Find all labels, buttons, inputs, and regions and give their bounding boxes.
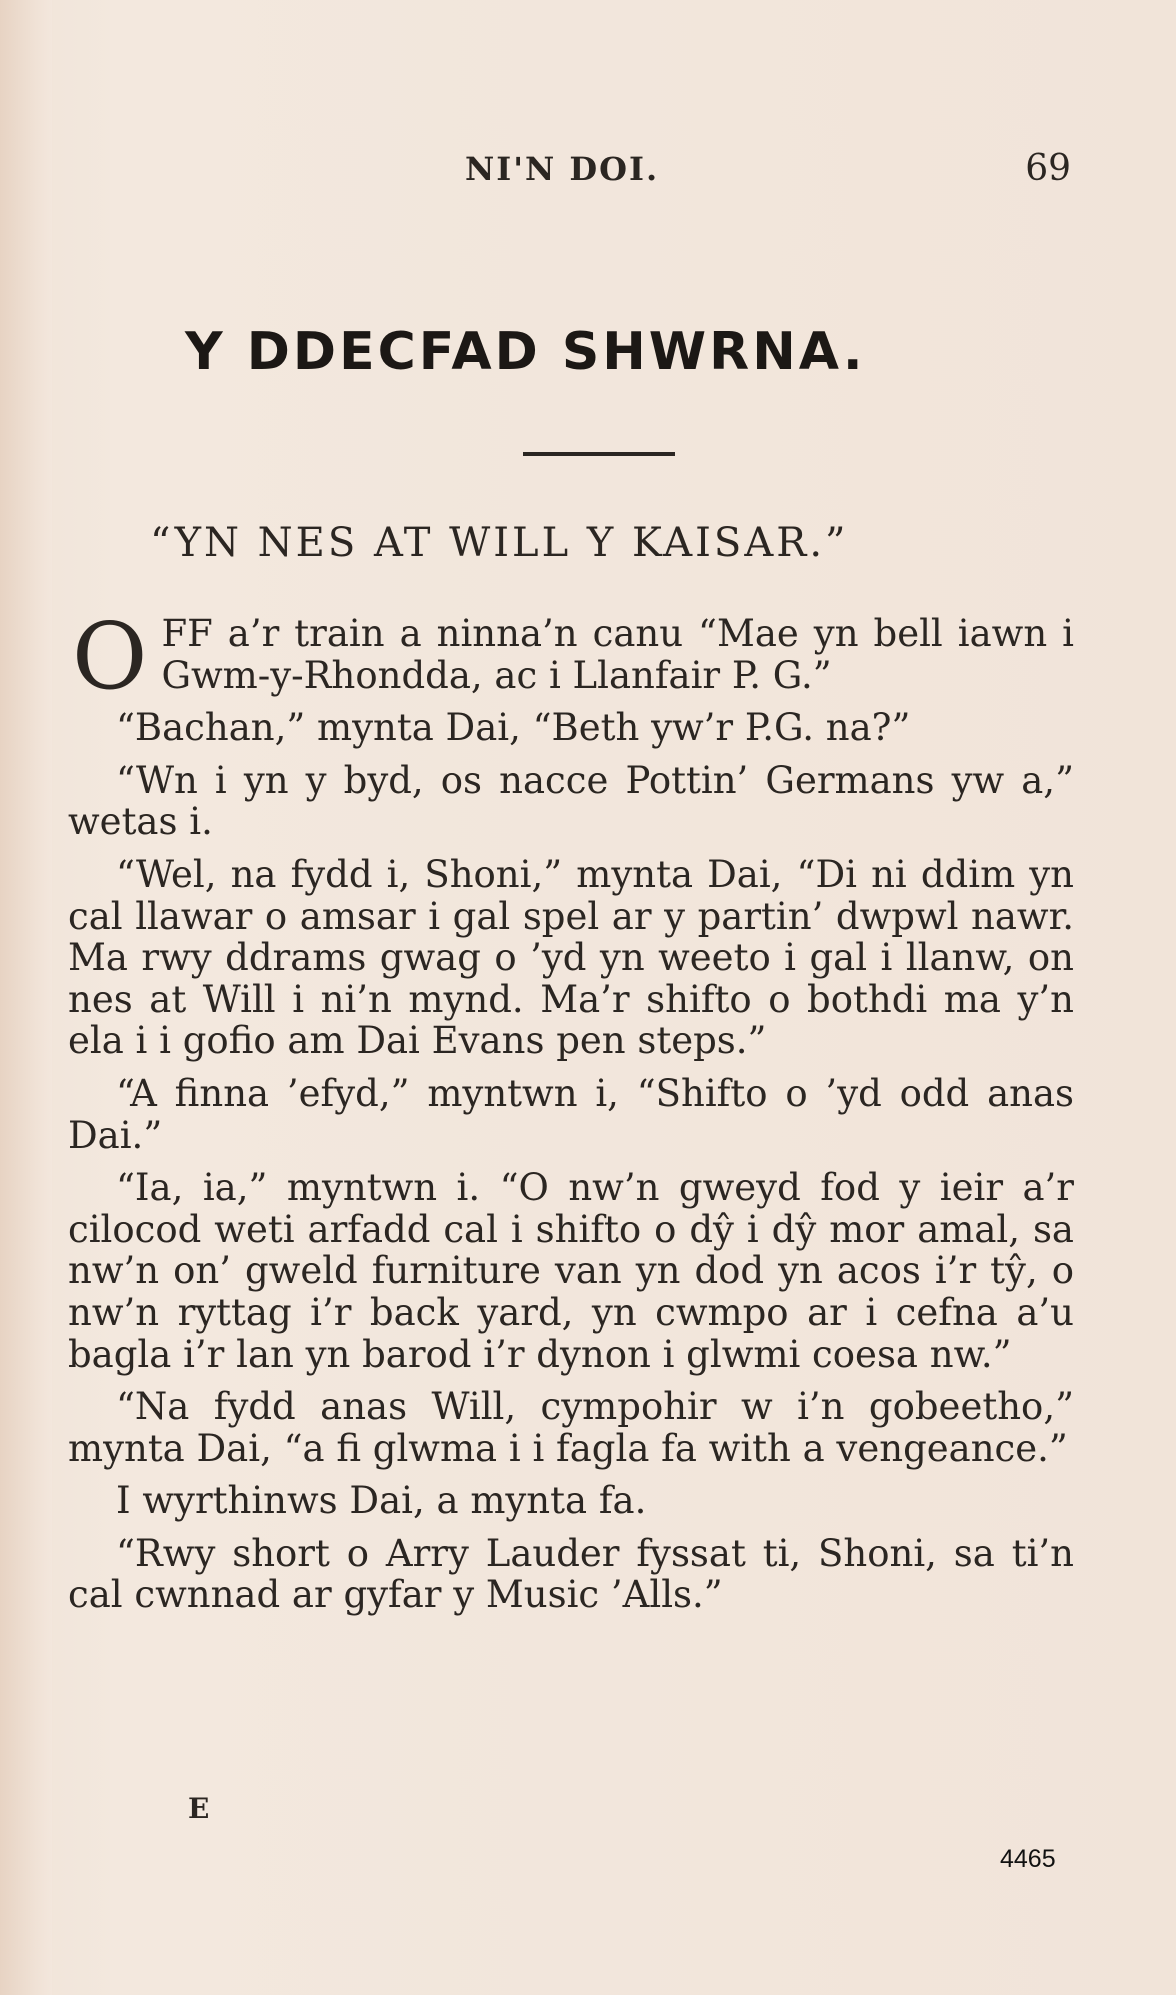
chapter-title: Y DDECFAD SHWRNA. (185, 322, 866, 382)
paragraph (68, 603, 1074, 710)
paragraph: “Bachan,” mynta Dai, “Beth yw’r P.G. na?” (116, 706, 911, 750)
paragraph: “Na fydd anas Will, cympohir w i’n gobeetho,” mynta Dai, “a fi glwma i i fagla fa with a vengeance.” (68, 1385, 1074, 1470)
page-number: 69 (1025, 148, 1071, 189)
paragraph-text: FF a’r train a ninna’n canu “Mae yn bell iawn i Gwm-y-Rhondda, ac i Llanfair P. G.” (161, 612, 1074, 697)
paragraph: “Ia, ia,” myntwn i. “O nw’n gweyd fod y ieir a’r cilocod weti arfadd cal i shifto o dŷ i dŷ mor amal, sa nw’n on’ gweld furniture van yn dod yn acos i’r tŷ, o nw’n ryttag i’r back yard, yn cwmpo ar i cefna a’u bagla i’r lan yn barod i’r dynon i glwmi coesa nw.” (68, 1166, 1074, 1376)
chapter-subtitle: “YN NES AT WILL Y KAISAR.” (150, 520, 849, 566)
paragraph: I wyrthinws Dai, a mynta fa. (116, 1479, 647, 1523)
paragraph: “Wn i yn y byd, os nacce Pottin’ Germans yw a,” wetas i. (68, 758, 1074, 844)
page-gutter (0, 0, 52, 1995)
signature-mark: E (188, 1792, 210, 1825)
body-text (68, 603, 1074, 1627)
paragraph: “Wel, na fydd i, Shoni,” mynta Dai, “Di ni ddim yn cal llawar o amsar i gal spel ar y partin’ dwpwl nawr. Ma rwy ddrams gwag o ’yd yn weeto i gal i llanw, on nes at Will i ni’n mynd. Ma’r shifto o bothdi ma y’n ela i i gofio am Dai Evans pen steps.” (68, 852, 1074, 1063)
archive-number: 4465 (1000, 1845, 1056, 1873)
paragraph: “A finna ’efyd,” myntwn i, “Shifto o ’yd odd anas Dai.” (68, 1071, 1074, 1157)
drop-cap: O (72, 603, 148, 710)
running-title: NI'N DOI. (465, 150, 660, 188)
decorative-rule (523, 452, 675, 456)
paragraph: “Rwy short o Arry Lauder fyssat ti, Shoni, sa ti’n cal cwnnad ar gyfar y Music ’Alls.” (68, 1531, 1074, 1617)
